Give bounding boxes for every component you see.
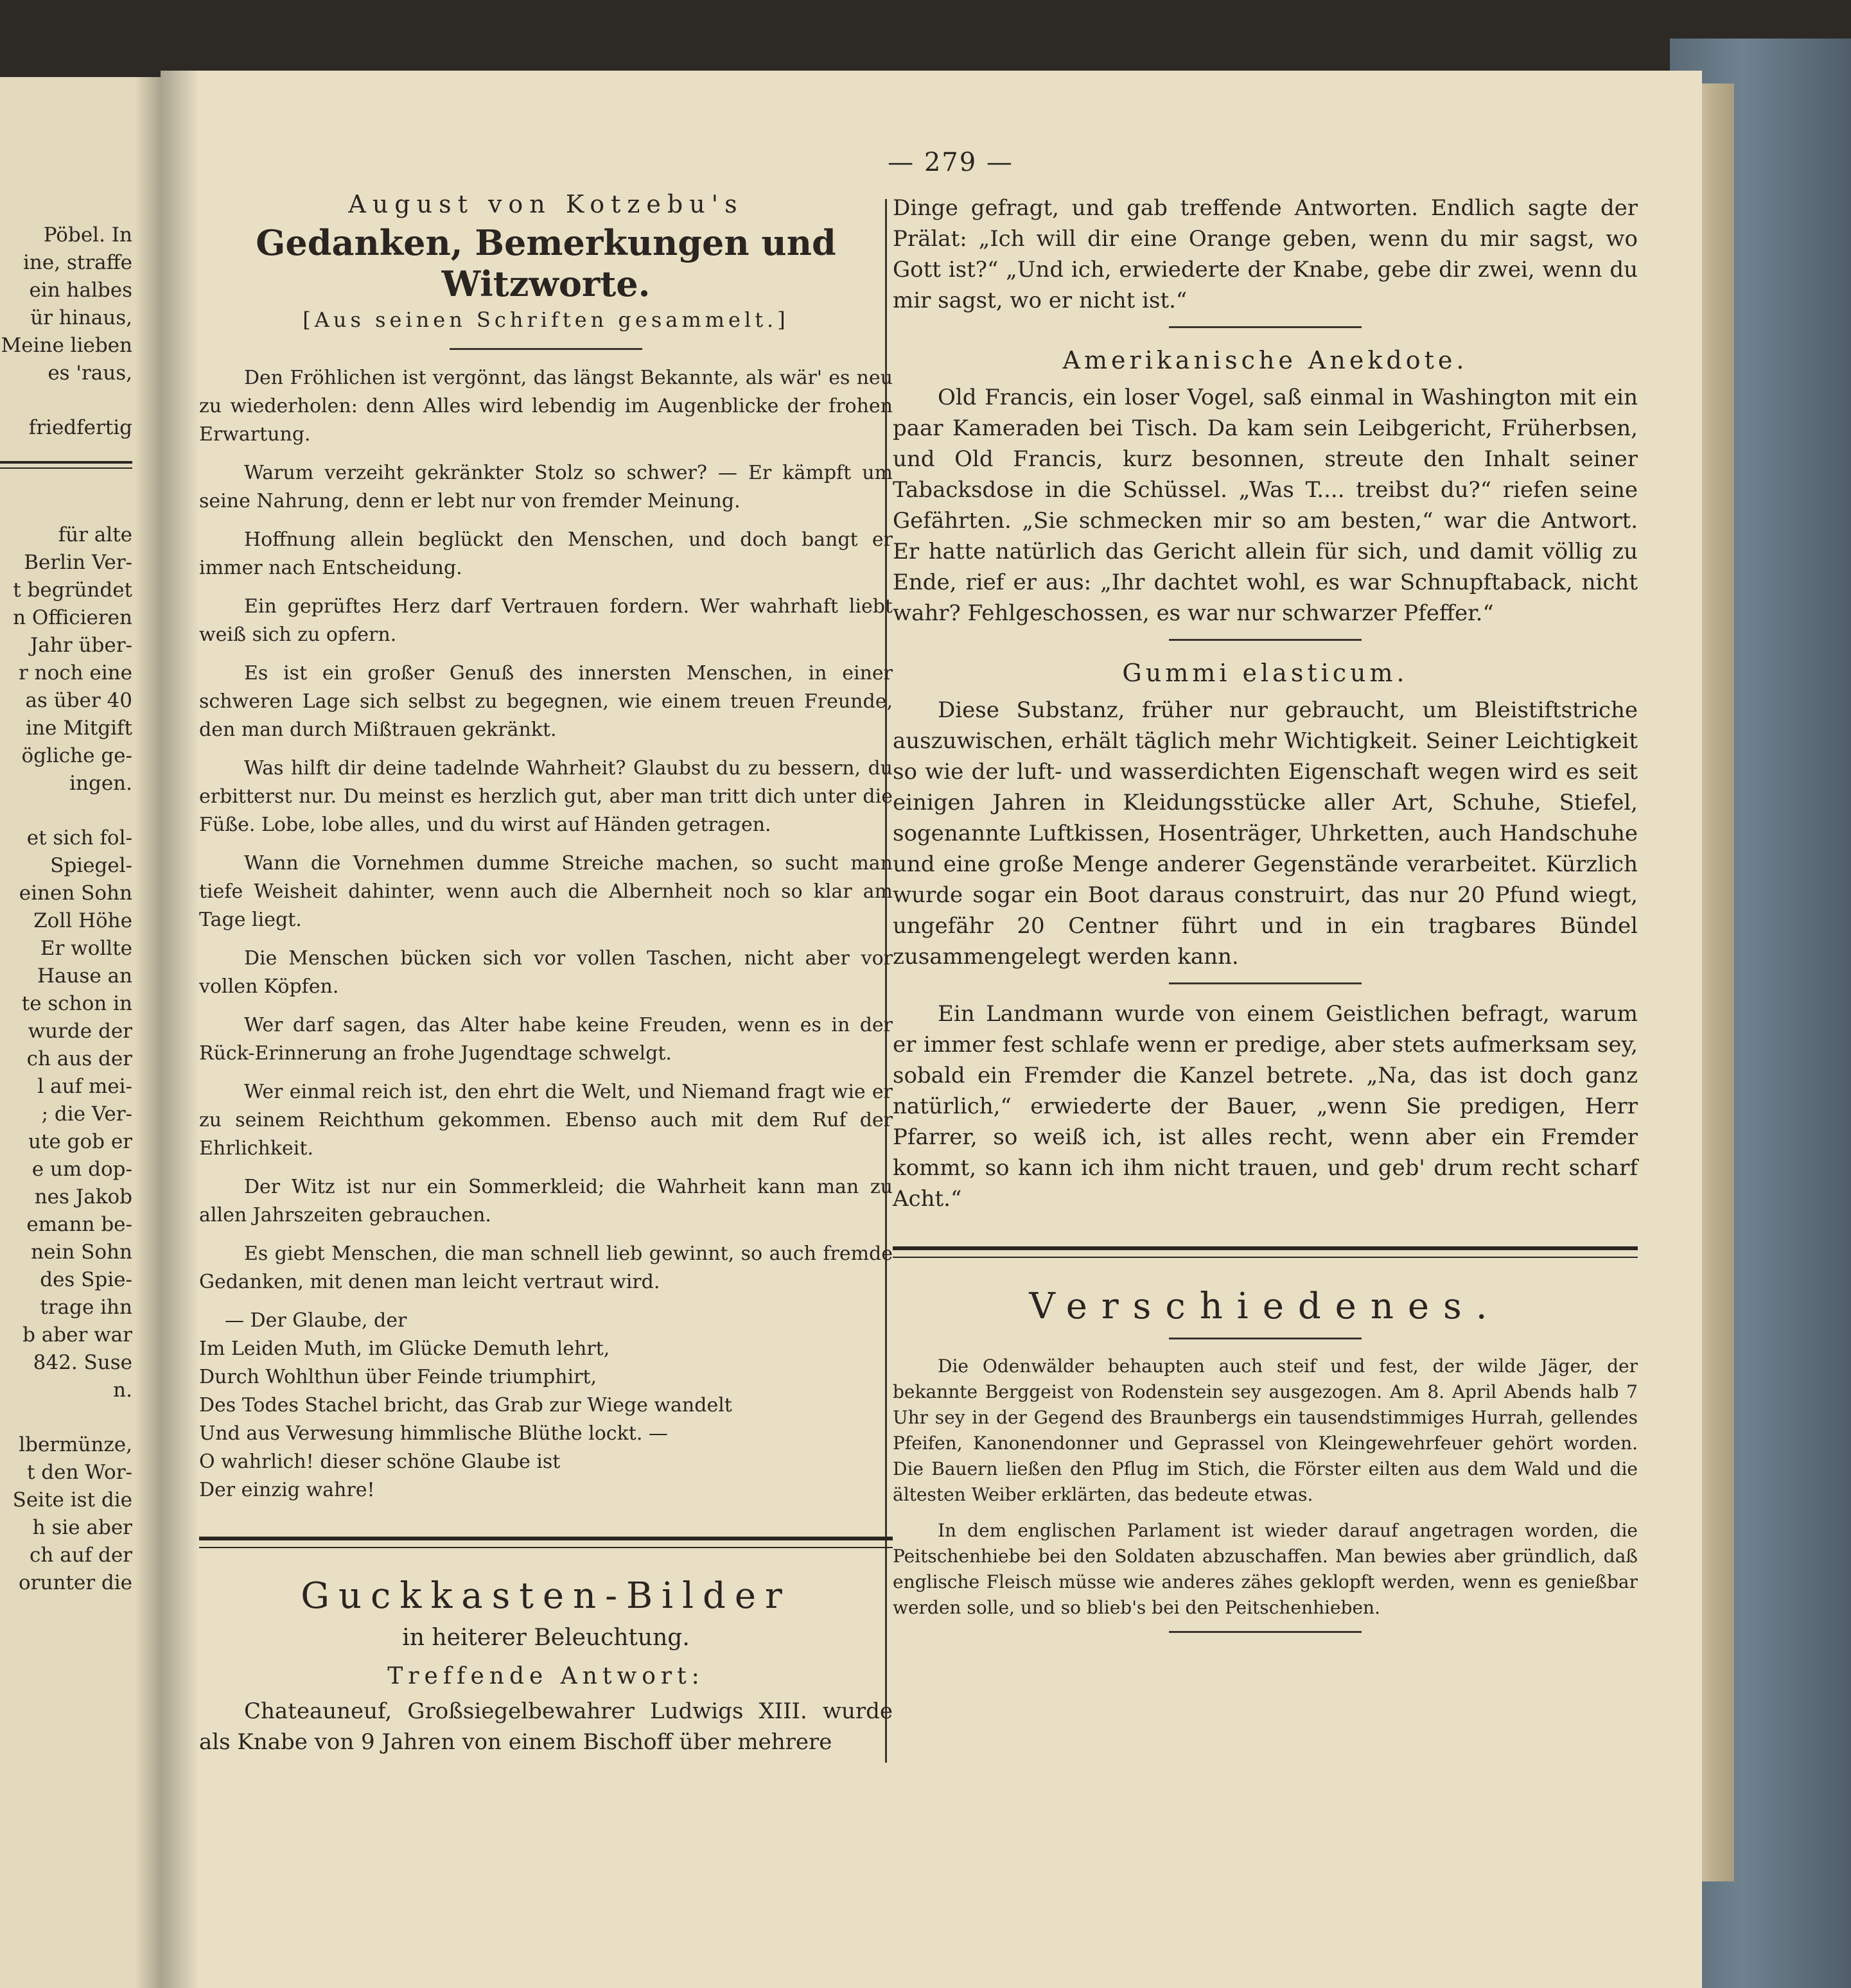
prev-line: für alte bbox=[58, 523, 132, 546]
aphorism: Was hilft dir deine tadelnde Wahrheit? Glaubst du zu bessern, du erbitterst nur. Du meinst es herzlich gut, aber man tritt dich unter die Füße. Lobe, lobe alles, und du wirst auf Händen getragen. bbox=[199, 757, 893, 836]
prev-line: Spiegel- bbox=[50, 854, 132, 877]
short-rule bbox=[1169, 1631, 1362, 1633]
prev-line: Er wollte bbox=[40, 937, 132, 960]
aphorism: Den Fröhlichen ist vergönnt, das längst Bekannte, als wär' es neu zu wiederholen: denn Alles wird lebendig im Augenblicke der frohen Erwartung. bbox=[199, 367, 893, 446]
landmann-text: Ein Landmann wurde von einem Geistlichen befragt, warum er immer fest schlafe wenn er predige, aber stets aufmerksam sey, sobald ein Fremder die Kanzel betrete. „Na, das ist doch ganz natürlich,“ erwiederte der Bauer, „wenn Sie predigen, Herr Pfarrer, so weiß ich, ist alles recht, wenn aber ein Fremder kommt, so kann ich ihm nicht trauen, und geb' drum recht scharf Acht.“ bbox=[893, 1001, 1638, 1212]
prev-line: n. bbox=[113, 1379, 132, 1402]
prev-line: emann be- bbox=[26, 1213, 132, 1236]
prev-line: des Spie- bbox=[40, 1268, 132, 1291]
prev-line: e um dop- bbox=[31, 1158, 132, 1181]
continued-text: Dinge gefragt, und gab treffende Antworten. Endlich sagte der Prälat: „Ich will dir eine Orange geben, wenn du mir sagst, wo Gott ist?“ „Und ich, erwiederte der Knabe, gebe dir zwei, wenn du mir sagst, wo er nicht ist.“ bbox=[893, 195, 1638, 313]
prev-line: t begründet bbox=[13, 579, 132, 602]
verse-line: Im Leiden Muth, im Glücke Demuth lehrt, bbox=[199, 1338, 610, 1360]
anecdote-heading: Amerikanische Anekdote. bbox=[1062, 346, 1468, 374]
aphorism: Warum verzeiht gekränkter Stolz so schwer? — Er kämpft um seine Nahrung, denn er lebt nur von fremder Meinung. bbox=[199, 462, 893, 512]
prev-line: h sie aber bbox=[32, 1516, 132, 1539]
left-column bbox=[199, 186, 893, 1768]
page-number: — 279 — bbox=[888, 148, 1013, 177]
aphorism: Wer einmal reich ist, den ehrt die Welt, und Niemand fragt wie er zu seinem Reichthum gekommen. Ebenso auch mit dem Ruf der Ehrlichkeit. bbox=[199, 1081, 893, 1160]
verse-line: Und aus Verwesung himmlische Blüthe lockt. — bbox=[199, 1422, 668, 1445]
prev-line: Berlin Ver- bbox=[24, 551, 132, 574]
prev-line: 842. Suse bbox=[33, 1351, 132, 1374]
prev-line: ine Mitgift bbox=[26, 717, 132, 740]
verschiedenes-heading: Verschiedenes. bbox=[1029, 1286, 1502, 1327]
prev-line: es 'raus, bbox=[48, 362, 132, 385]
gutter-shadow bbox=[161, 71, 199, 1988]
prev-line: ute gob er bbox=[28, 1130, 132, 1153]
prev-line: r noch eine bbox=[18, 661, 132, 684]
prev-line: Hause an bbox=[37, 964, 132, 988]
gummi-heading: Gummi elasticum. bbox=[1122, 659, 1408, 687]
short-rule bbox=[1169, 982, 1362, 984]
verschiedenes-text: In dem englischen Parlament ist wieder darauf angetragen worden, die Peitschenhiebe bei den Soldaten abzuschaffen. Man bewies aber gründlich, daß englische Fleisch müsse wie anderes zähes geklopft werden, wenn es genießbar werden solle, und so blieb's bei den Peitschenhieben. bbox=[893, 1520, 1638, 1618]
gutter-shadow bbox=[135, 77, 161, 1988]
previous-page-text bbox=[0, 222, 132, 1597]
prev-line: ögliche ge- bbox=[21, 744, 132, 767]
aphorism: Hoffnung allein beglückt den Menschen, und doch bangt er immer nach Entscheidung. bbox=[199, 528, 893, 579]
prev-line: t den Wor- bbox=[26, 1461, 132, 1484]
short-rule bbox=[1169, 1338, 1362, 1339]
prev-line: Meine lieben bbox=[1, 334, 132, 357]
aphorism: Es giebt Menschen, die man schnell lieb gewinnt, so auch fremde Gedanken, mit denen man leicht vertraut wird. bbox=[199, 1242, 893, 1293]
section-subheading: in heiterer Beleuchtung. bbox=[402, 1625, 690, 1651]
prev-line: wurde der bbox=[28, 1020, 132, 1043]
prev-line: ine, straffe bbox=[23, 251, 132, 274]
prev-line: einen Sohn bbox=[19, 882, 132, 905]
prev-line: et sich fol- bbox=[26, 826, 132, 850]
aphorism: Ein geprüftes Herz darf Vertrauen fordern. Wer wahrhaft liebt weiß sich zu opfern. bbox=[199, 595, 893, 646]
verse-line: — Der Glaube, der bbox=[225, 1309, 407, 1332]
prev-line: as über 40 bbox=[25, 689, 132, 712]
prev-line: ein halbes bbox=[29, 279, 132, 302]
article-subtitle: [Aus seinen Schriften gesammelt.] bbox=[303, 308, 789, 332]
prev-line: ingen. bbox=[69, 772, 132, 795]
article-title: Gedanken, Bemerkungen und Witzworte. bbox=[256, 222, 836, 304]
prev-line: te schon in bbox=[21, 992, 132, 1015]
prev-line: Zoll Höhe bbox=[33, 909, 132, 932]
prev-line: Jahr über- bbox=[30, 634, 132, 657]
section-subheading-2: Treffende Antwort: bbox=[387, 1663, 705, 1689]
prev-line: ch auf der bbox=[30, 1544, 132, 1567]
verschiedenes-text: Die Odenwälder behaupten auch steif und fest, der wilde Jäger, der bekannte Berggeist von Rodenstein sey ausgezogen. Am 8. April Abends halb 7 Uhr sey in der Gegend des Braunbergs ein tausendstimmiges Hurrah, gellendes Pfeifen, Kanonendonner und Geprassel von Kleingewehrfeuer gehört worden. Die Bauern ließen den Pflug im Stich, die Förster eilten aus dem Wald und die ältesten Weiber erklärten, das bedeute etwas. bbox=[893, 1356, 1638, 1505]
prev-line: trage ihn bbox=[40, 1296, 132, 1319]
prev-line: orunter die bbox=[19, 1571, 132, 1594]
anecdote-text: Old Francis, ein loser Vogel, saß einmal in Washington mit ein paar Kameraden bei Tisch. Da kam sein Leibgericht, Früherbsen, und Old Francis, kurz besonnen, streute den Inhalt seiner Tabacksdose in die Schüssel. „Was T.... treibst du?“ riefen seine Gefährten. „Sie schmecken mir so am besten,“ war die Antwort. Er hatte natürlich das Gericht allein für sich, und damit völlig zu Ende, rief er aus: „Ihr dachtet wohl, es war Schnupftaback, nicht wahr? Fehlgeschossen, es war nur schwarzer Pfeffer.“ bbox=[893, 385, 1638, 626]
prev-line: ür hinaus, bbox=[30, 306, 132, 329]
prev-rule bbox=[0, 461, 132, 469]
verse-line: Durch Wohlthun über Feinde triumphirt, bbox=[199, 1366, 597, 1388]
prev-line: Seite ist die bbox=[12, 1488, 132, 1512]
prev-line: nein Sohn bbox=[31, 1241, 132, 1264]
short-rule bbox=[1169, 639, 1362, 641]
short-rule bbox=[1169, 326, 1362, 328]
short-rule bbox=[450, 348, 642, 350]
aphorism: Wann die Vornehmen dumme Streiche machen, so sucht man tiefe Weisheit dahinter, wenn auch die Albernheit noch so klar am Tage liegt. bbox=[199, 852, 893, 931]
current-page bbox=[161, 71, 1702, 1988]
section-heading: Guckkasten-Bilder bbox=[301, 1575, 791, 1617]
verse-line: O wahrlich! dieser schöne Glaube ist bbox=[199, 1451, 561, 1473]
right-column bbox=[893, 193, 1638, 1647]
gummi-text: Diese Substanz, früher nur gebraucht, um Bleistiftstriche auszuwischen, erhält täglich mehr Wichtigkeit. Seiner Leichtigkeit so wie der luft- und wasserdichten Eigenschaft wegen wird es seit einigen Jahren in Kleidungsstücke aller Art, Schuhe, Stiefel, sogenannte Luftkissen, Hosenträger, Uhrketten, auch Handschuhe und eine große Menge anderer Gegenstände verarbeitet. Kürzlich wurde sogar ein Boot daraus construirt, das nur 20 Pfund wiegt, ungefähr 20 Centner führt und in ein tragbares Bündel zusammengelegt werden kann. bbox=[893, 697, 1638, 970]
section-rule bbox=[199, 1537, 893, 1548]
prev-line: Pöbel. In bbox=[43, 223, 132, 247]
prev-line: ch aus der bbox=[26, 1047, 132, 1070]
verse-line: Des Todes Stachel bricht, das Grab zur Wiege wandelt bbox=[199, 1394, 732, 1417]
prev-line: b aber war bbox=[22, 1323, 132, 1347]
prev-line: n Officieren bbox=[13, 606, 132, 629]
previous-page bbox=[0, 77, 161, 1988]
section-rule bbox=[893, 1246, 1638, 1258]
aphorism: Die Menschen bücken sich vor vollen Taschen, nicht aber vor vollen Köpfen. bbox=[199, 947, 893, 998]
prev-line: nes Jakob bbox=[34, 1185, 132, 1208]
prev-line: l auf mei- bbox=[37, 1075, 132, 1098]
prev-line: lbermünze, bbox=[19, 1433, 132, 1456]
verse-line: Der einzig wahre! bbox=[199, 1479, 375, 1501]
aphorism: Wer darf sagen, das Alter habe keine Freuden, wenn es in der Rück-Erinnerung an frohe Jugendtage schwelgt. bbox=[199, 1014, 893, 1065]
aphorism: Es ist ein großer Genuß des innersten Menschen, in einer schweren Lage sich selbst zu begegnen, wie einem treuen Freunde, den man durch Mißtrauen gekränkt. bbox=[199, 662, 893, 741]
prev-line: friedfertig bbox=[28, 416, 132, 439]
aphorism: Der Witz ist nur ein Sommerkleid; die Wahrheit kann man zu allen Jahrszeiten gebrauchen. bbox=[199, 1176, 893, 1226]
prev-line: ; die Ver- bbox=[41, 1103, 132, 1126]
article-author-line: August von Kotzebu's bbox=[348, 190, 744, 218]
section-text: Chateauneuf, Großsiegelbewahrer Ludwigs XIII. wurde als Knabe von 9 Jahren von einem Bischoff über mehrere bbox=[199, 1698, 893, 1755]
